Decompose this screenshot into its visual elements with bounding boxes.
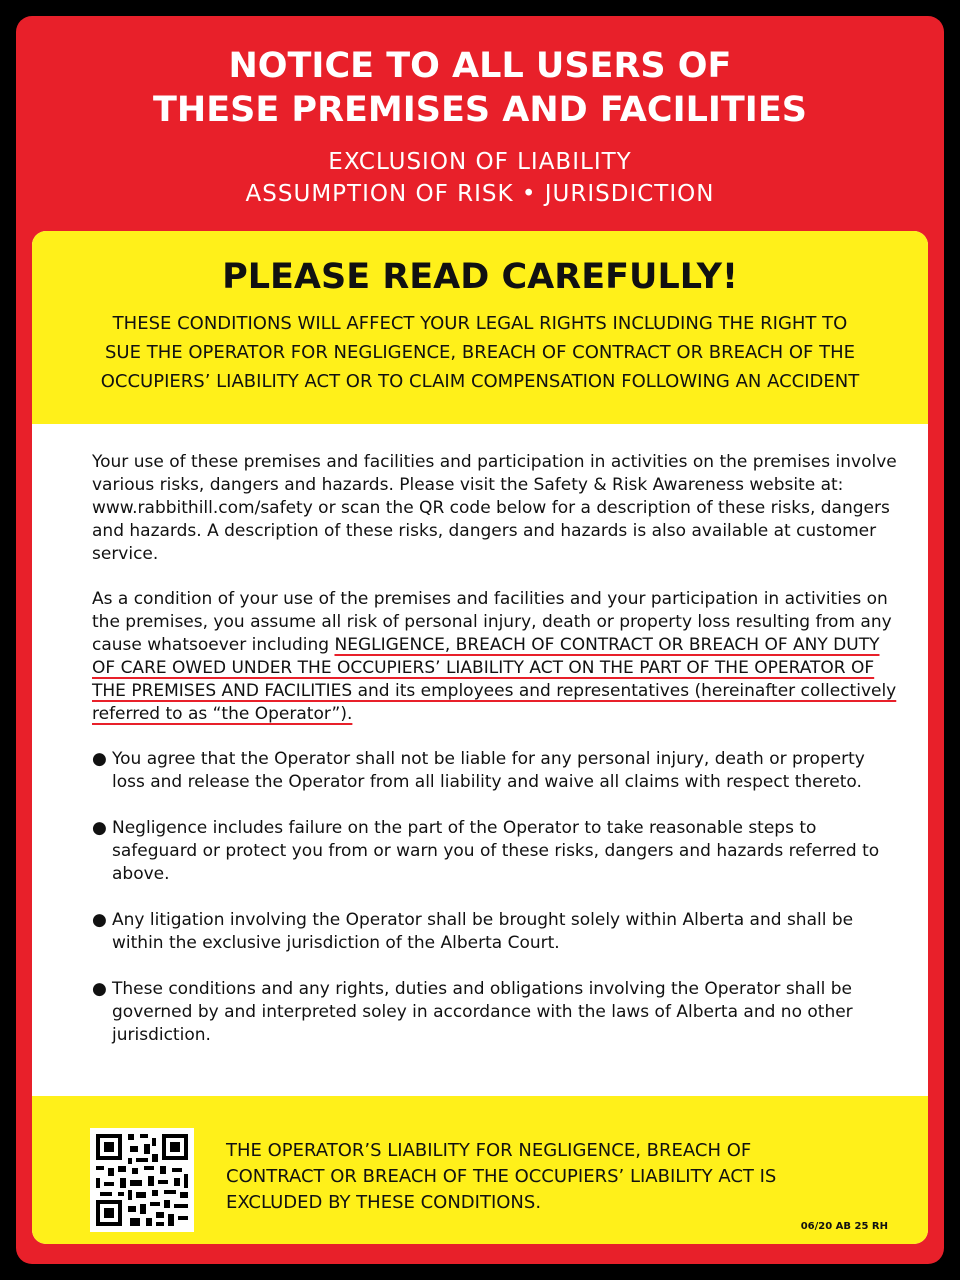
list-item [92, 978, 898, 1047]
bullet-text: These conditions and any rights, duties and obligations involving the Operator shall be governed by and interpreted soley in accordance with the laws of Alberta and no other jurisdiction. [112, 979, 853, 1045]
sign-header [16, 44, 944, 210]
bullet-text: You agree that the Operator shall not be liable for any personal injury, death or property loss and release the Operator from all liability and waive all claims with respect thereto. [112, 749, 865, 792]
negligence-underlined-text: NEGLIGENCE, BREACH OF CONTRACT OR BREACH OF ANY DUTY OF CARE OWED UNDER THE OCCUPIERS’ LIABILITY ACT ON THE PART OF THE OPERATOR OF THE PREMISES AND FACILITIES and its employees and representatives (hereinafter collectively referred to as “the Operator”). [92, 635, 897, 724]
bullet-icon: ● [92, 979, 107, 999]
list-item [92, 748, 898, 794]
warning-line3: OCCUPIERS’ LIABILITY ACT OR TO CLAIM COMPENSATION FOLLOWING AN ACCIDENT [100, 371, 860, 392]
list-item [92, 817, 898, 886]
bullet-text: Any litigation involving the Operator shall be brought solely within Alberta and shall be within the exclusive jurisdiction of the Alberta Court. [112, 910, 854, 953]
bullet-text: Negligence includes failure on the part of the Operator to take reasonable steps to safeguard or protect you from or warn you of these risks, dangers and hazards referred to above. [112, 818, 880, 884]
exclusion-box [32, 1096, 928, 1244]
bullet-icon: ● [92, 818, 107, 838]
content-panel [32, 231, 928, 1244]
notice-sign [16, 16, 944, 1264]
intro-paragraph: Your use of these premises and facilities and participation in activities on the premises involve various risks, dangers and hazards. Please visit the Safety & Risk Awareness website at: www.rabbithill.com/safety or scan the QR code below for a description of these risks, dangers and hazards. A description of these risks, dangers and hazards is also available at customer service. [92, 452, 897, 564]
notice-title-line2: THESE PREMISES AND FACILITIES [153, 90, 807, 130]
liability-exclusion-statement: THE OPERATOR’S LIABILITY FOR NEGLIGENCE, BREACH OF CONTRACT OR BREACH OF THE OCCUPIERS’ LIABILITY ACT IS EXCLUDED BY THESE CONDITIONS. [226, 1140, 777, 1213]
sign-code: 06/20 AB 25 RH [800, 1221, 888, 1232]
subtitle-line2: ASSUMPTION OF RISK • JURISDICTION [245, 181, 715, 207]
warning-line1: THESE CONDITIONS WILL AFFECT YOUR LEGAL RIGHTS INCLUDING THE RIGHT TO [112, 313, 848, 334]
notice-title-line1: NOTICE TO ALL USERS OF [228, 46, 732, 86]
subtitle-line1: EXCLUSION OF LIABILITY [328, 149, 632, 175]
warning-box [32, 231, 928, 424]
bullet-icon: ● [92, 749, 107, 769]
bullet-icon: ● [92, 910, 107, 930]
assumption-text: As a condition of your use of the premises and facilities and your participation in activities on the premises, you assume all risk of personal injury, death or property loss resulting from any cause whatsoever including [92, 589, 892, 655]
warning-line2: SUE THE OPERATOR FOR NEGLIGENCE, BREACH OF CONTRACT OR BREACH OF THE [105, 342, 855, 363]
assumption-paragraph [92, 588, 898, 726]
read-carefully-heading: PLEASE READ CAREFULLY! [222, 257, 738, 297]
qr-code-icon[interactable] [90, 1128, 194, 1232]
terms-body [92, 451, 898, 1070]
list-item [92, 909, 898, 955]
